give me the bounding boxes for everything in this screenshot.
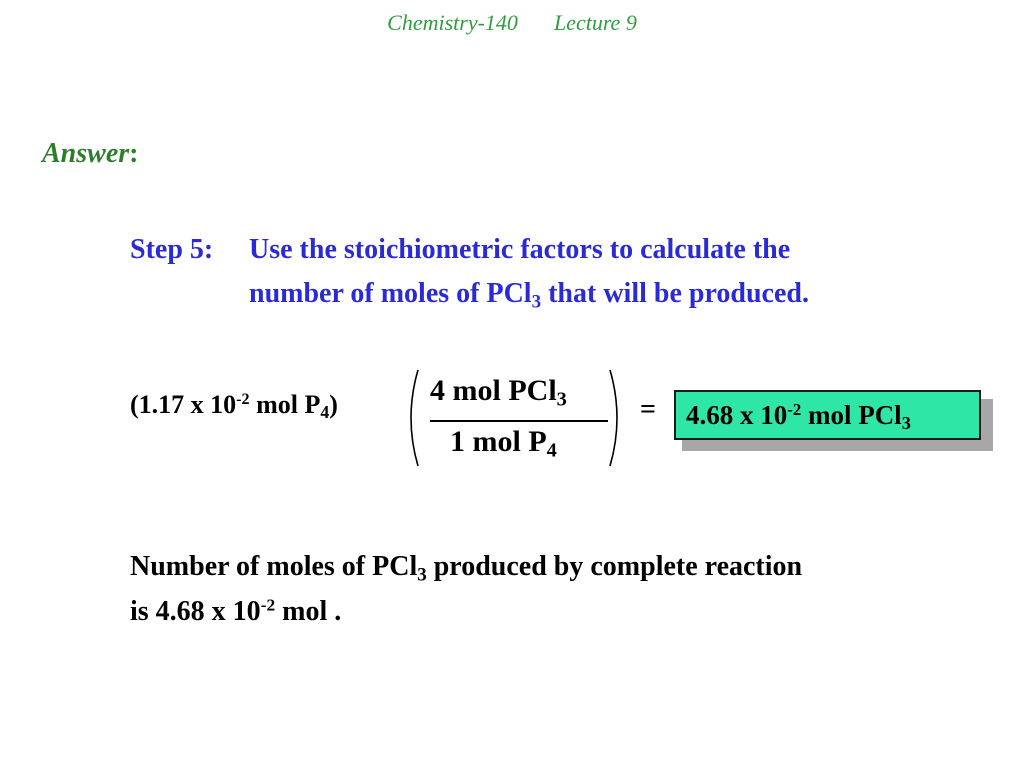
given-quantity	[130, 390, 338, 420]
right-paren	[610, 370, 617, 466]
result-box	[674, 390, 981, 440]
result-unit: mol PCl	[801, 400, 902, 430]
answer-word: Answer	[42, 138, 130, 169]
subscript: 3	[901, 413, 911, 434]
fraction-denominator	[450, 425, 557, 462]
subscript: 4	[320, 401, 330, 422]
slide-header	[0, 10, 1024, 36]
fraction-bar	[430, 420, 608, 422]
step-text-line2-start: number of moles of PCl	[249, 278, 532, 309]
numerator-text: 4 mol PCl	[430, 374, 557, 407]
conclusion-line2	[130, 596, 341, 628]
equals-sign: =	[640, 394, 656, 425]
fraction-numerator	[430, 374, 567, 411]
answer-label	[42, 138, 138, 170]
answer-colon: :	[129, 138, 139, 169]
subscript: 3	[417, 564, 427, 586]
given-close-paren: )	[329, 390, 338, 419]
conclusion-line1-start: Number of moles of PCl	[130, 551, 418, 582]
given-unit: mol P	[249, 390, 321, 419]
step-text-line2	[249, 278, 809, 313]
step-text-line2-end: that will be produced.	[541, 278, 809, 309]
result-value	[686, 399, 911, 434]
exponent: -2	[260, 595, 276, 615]
conclusion-line1-end: produced by complete reaction	[426, 551, 803, 582]
conclusion-line2-start: is 4.68 x 10	[130, 596, 261, 627]
subscript: 4	[546, 439, 557, 462]
subscript: 3	[531, 291, 542, 313]
step-label: Step 5:	[130, 234, 214, 265]
exponent: -2	[236, 391, 250, 409]
lecture-number: Lecture 9	[553, 10, 637, 35]
exponent: -2	[787, 399, 802, 419]
denominator-text: 1 mol P	[450, 425, 547, 458]
left-paren	[411, 370, 418, 466]
conclusion-line2-end: mol .	[275, 596, 342, 627]
step-text-line1: Use the stoichiometric factors to calculate the	[249, 234, 791, 265]
course-title: Chemistry-140	[387, 10, 518, 35]
result-mantissa: 4.68 x 10	[686, 400, 788, 430]
conclusion-line1	[130, 551, 803, 586]
subscript: 3	[556, 388, 567, 411]
given-mantissa: (1.17 x 10	[130, 390, 237, 419]
